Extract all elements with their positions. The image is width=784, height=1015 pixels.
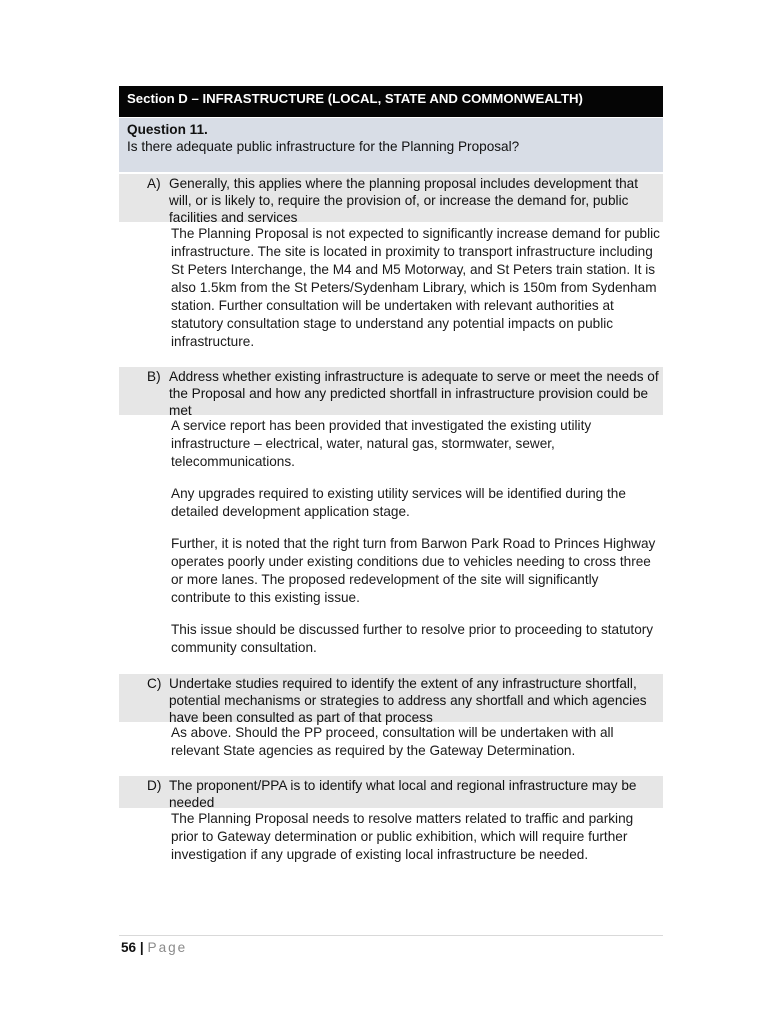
section-header: Section D – INFRASTRUCTURE (LOCAL, STATE AND COMMONWEALTH) bbox=[119, 86, 663, 117]
subsection-b-heading bbox=[119, 367, 663, 418]
footer-divider bbox=[119, 935, 663, 936]
paragraph: This issue should be discussed further to resolve prior to proceeding to statutory community consultation. bbox=[171, 622, 654, 655]
subsection-b-body bbox=[171, 417, 661, 471]
subsection-letter: C) bbox=[147, 676, 162, 691]
page-label: Page bbox=[147, 940, 188, 955]
paragraph: Any upgrades required to existing utility services will be identified during the detailed development application stage. bbox=[171, 486, 626, 519]
subsection-b-body-3 bbox=[171, 535, 661, 607]
paragraph: Further, it is noted that the right turn from Barwon Park Road to Princes Highway operates poorly under existing conditions due to vehicles needing to cross three or more lanes. The proposed redevelopment of the site will significantly contribute to this existing issue. bbox=[171, 536, 656, 605]
subsection-a-heading bbox=[119, 174, 663, 225]
subsection-c-body bbox=[171, 724, 661, 760]
question-text: Is there adequate public infrastructure for the Planning Proposal? bbox=[127, 139, 520, 154]
subsection-c-heading bbox=[119, 674, 663, 725]
subsection-letter: D) bbox=[147, 778, 162, 793]
paragraph: A service report has been provided that investigated the existing utility infrastructure – electrical, water, natural gas, stormwater, sewer, telecommunications. bbox=[171, 418, 592, 469]
paragraph: As above. Should the PP proceed, consultation will be undertaken with all relevant State agencies as required by the Gateway Determination. bbox=[171, 725, 614, 758]
subsection-b-body-2 bbox=[171, 485, 661, 521]
subsection-b-body-4 bbox=[171, 621, 661, 657]
question-title: Question 11. bbox=[127, 122, 208, 137]
subsection-d-body bbox=[171, 810, 661, 864]
subsection-heading-text: Generally, this applies where the planning proposal includes development that will, or is likely to, require the provision of, or increase the demand for, public facilities and services bbox=[169, 176, 639, 225]
paragraph: The Planning Proposal is not expected to significantly increase demand for public infrastructure. The site is located in proximity to transport infrastructure including St Peters Interchange, the M4 and M5 Motorway, and St Peters train station. It is also 1.5km from the St Peters/Sydenham Library, which is 150m from Sydenham station. Further consultation will be undertaken with relevant authorities at statutory consultation stage to understand any potential impacts on public infrastructure. bbox=[171, 226, 660, 349]
subsection-a-body bbox=[171, 225, 661, 351]
question-block bbox=[119, 118, 663, 172]
subsection-heading-text: Undertake studies required to identify the extent of any infrastructure shortfall, potential mechanisms or strategies to address any shortfall and which agencies have been consulted as part of that process bbox=[169, 676, 647, 725]
subsection-d-heading bbox=[119, 776, 663, 808]
subsection-heading-text: The proponent/PPA is to identify what local and regional infrastructure may be needed bbox=[169, 778, 637, 810]
page-footer bbox=[121, 939, 187, 956]
page-separator: | bbox=[139, 940, 144, 955]
subsection-letter: B) bbox=[147, 369, 161, 384]
paragraph: The Planning Proposal needs to resolve matters related to traffic and parking prior to Gateway determination or public exhibition, which will require further investigation if any upgrade of existing local infrastructure be needed. bbox=[171, 811, 634, 862]
subsection-heading-text: Address whether existing infrastructure is adequate to serve or meet the needs of the Proposal and how any predicted shortfall in infrastructure provision could be met bbox=[169, 369, 659, 418]
subsection-letter: A) bbox=[147, 176, 161, 191]
page-number: 56 bbox=[121, 940, 137, 955]
